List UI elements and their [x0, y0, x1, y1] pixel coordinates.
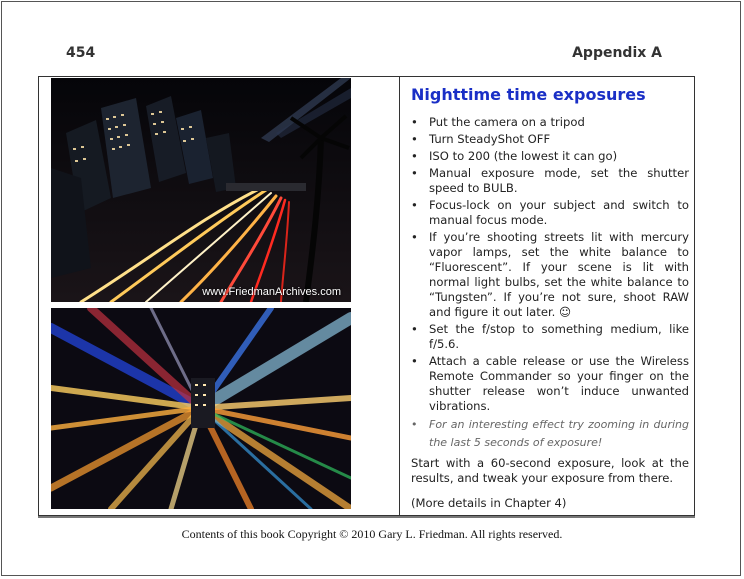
- page-number: 454: [66, 45, 96, 61]
- bullet-icon: •: [411, 230, 418, 244]
- list-item-text: For an interesting effect try zooming in during the last 5 seconds of exposure!: [429, 418, 689, 449]
- content-table: [38, 76, 695, 516]
- list-item-text: Set the f/stop to something medium, like f/5.6.: [429, 322, 689, 351]
- list-item: [411, 166, 689, 196]
- section-label: Appendix A: [572, 45, 662, 61]
- bullet-icon: •: [411, 166, 418, 180]
- list-item: [411, 115, 689, 130]
- list-item: [411, 198, 689, 228]
- list-item-text: Focus-lock on your subject and switch to manual focus mode.: [429, 198, 689, 227]
- list-item-text: Manual exposure mode, set the shutter speed to BULB.: [429, 166, 689, 195]
- bullet-icon: •: [411, 198, 418, 212]
- city-light-trails-image: [51, 78, 351, 302]
- tips-list: [411, 115, 689, 452]
- city-light-trails-photo: [51, 78, 351, 302]
- article-title: Nighttime time exposures: [411, 85, 646, 104]
- list-item-text: If you’re shooting streets lit with mercury vapor lamps, set the white balance to “Fluorescent”. If your scene is lit with normal light bulbs, set the white balance to “Tungsten”. If you’re not sure, shoot RAW and figure it out later. ☺: [429, 230, 689, 319]
- bullet-icon: •: [411, 115, 418, 129]
- chapter-reference: (More details in Chapter 4): [411, 496, 567, 510]
- bullet-icon: •: [411, 322, 418, 336]
- list-item: [411, 416, 689, 452]
- copyright-footer: Contents of this book Copyright © 2010 Gary L. Friedman. All rights reserved.: [181, 527, 563, 541]
- list-item: [411, 322, 689, 352]
- bullet-icon: •: [411, 132, 418, 146]
- watermark-text: www.FriedmanArchives.com: [202, 286, 341, 298]
- column-divider: [399, 77, 400, 515]
- bullet-icon: •: [411, 418, 418, 431]
- bullet-icon: •: [411, 354, 418, 368]
- zoom-burst-photo: [51, 308, 351, 509]
- list-item-text: ISO to 200 (the lowest it can go): [429, 149, 618, 163]
- article-column: [411, 85, 689, 511]
- zoom-burst-image: [51, 308, 351, 509]
- bullet-icon: •: [411, 149, 418, 163]
- list-item: [411, 230, 689, 320]
- list-item-text: Attach a cable release or use the Wireless Remote Commander so your finger on the shutter release won’t induce unwanted vibrations.: [429, 354, 689, 413]
- list-item-text: Turn SteadyShot OFF: [429, 132, 551, 146]
- list-item: [411, 149, 689, 164]
- list-item: [411, 132, 689, 147]
- list-item: [411, 354, 689, 414]
- list-item-text: Put the camera on a tripod: [429, 115, 585, 129]
- summary-paragraph: Start with a 60-second exposure, look at the results, and tweak your exposure from there.: [411, 456, 689, 485]
